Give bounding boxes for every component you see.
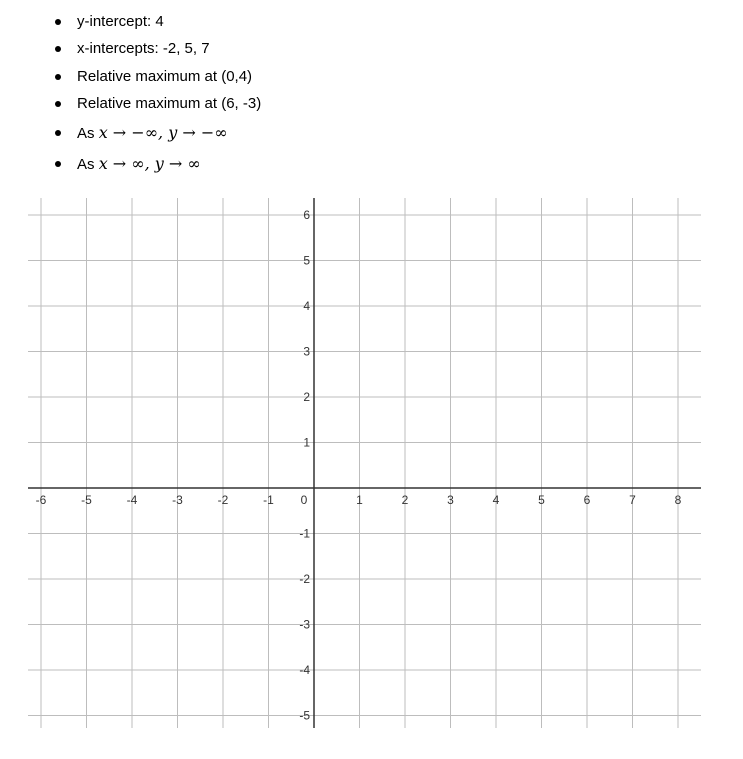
x-tick-label: -1 bbox=[263, 493, 274, 507]
y-tick-label: -4 bbox=[299, 663, 310, 677]
x-tick-label: 1 bbox=[356, 493, 363, 507]
x-tick-label: -5 bbox=[81, 493, 92, 507]
x-tick-label: -2 bbox=[217, 493, 229, 507]
y-tick-label: -2 bbox=[299, 572, 310, 586]
y-tick-label: 2 bbox=[303, 390, 310, 404]
end-behavior-math: x → −∞, y → −∞ bbox=[98, 123, 228, 142]
y-tick-label: -3 bbox=[299, 617, 310, 632]
property-prefix: As bbox=[77, 125, 99, 142]
x-tick-label: 5 bbox=[538, 493, 545, 507]
y-tick-label: 3 bbox=[303, 344, 310, 359]
y-tick-label: 6 bbox=[303, 208, 310, 222]
x-tick-label: 4 bbox=[492, 493, 500, 507]
property-text: Relative maximum at (6, -3) bbox=[77, 95, 262, 112]
property-text: y-intercept: 4 bbox=[77, 13, 164, 30]
x-tick-label: 2 bbox=[401, 493, 409, 507]
x-tick-label: -4 bbox=[126, 493, 138, 507]
x-tick-label: -3 bbox=[172, 493, 183, 507]
y-tick-label: 5 bbox=[303, 253, 310, 268]
x-tick-label: 7 bbox=[629, 493, 636, 507]
y-tick-label: 1 bbox=[303, 435, 310, 450]
x-tick-label: 6 bbox=[583, 493, 591, 507]
x-tick-label: 8 bbox=[674, 493, 682, 507]
x-tick-label: 0 bbox=[300, 493, 308, 507]
property-prefix: As bbox=[77, 156, 99, 173]
property-text: x-intercepts: -2, 5, 7 bbox=[77, 40, 210, 57]
property-text: Relative maximum at (0,4) bbox=[77, 68, 253, 85]
y-tick-label: -5 bbox=[299, 708, 310, 723]
y-tick-label: -1 bbox=[299, 526, 310, 541]
end-behavior-math: x → ∞, y → ∞ bbox=[98, 154, 201, 173]
y-tick-label: 4 bbox=[303, 299, 310, 313]
x-tick-label: 3 bbox=[447, 493, 454, 507]
x-tick-label: -6 bbox=[35, 493, 47, 507]
